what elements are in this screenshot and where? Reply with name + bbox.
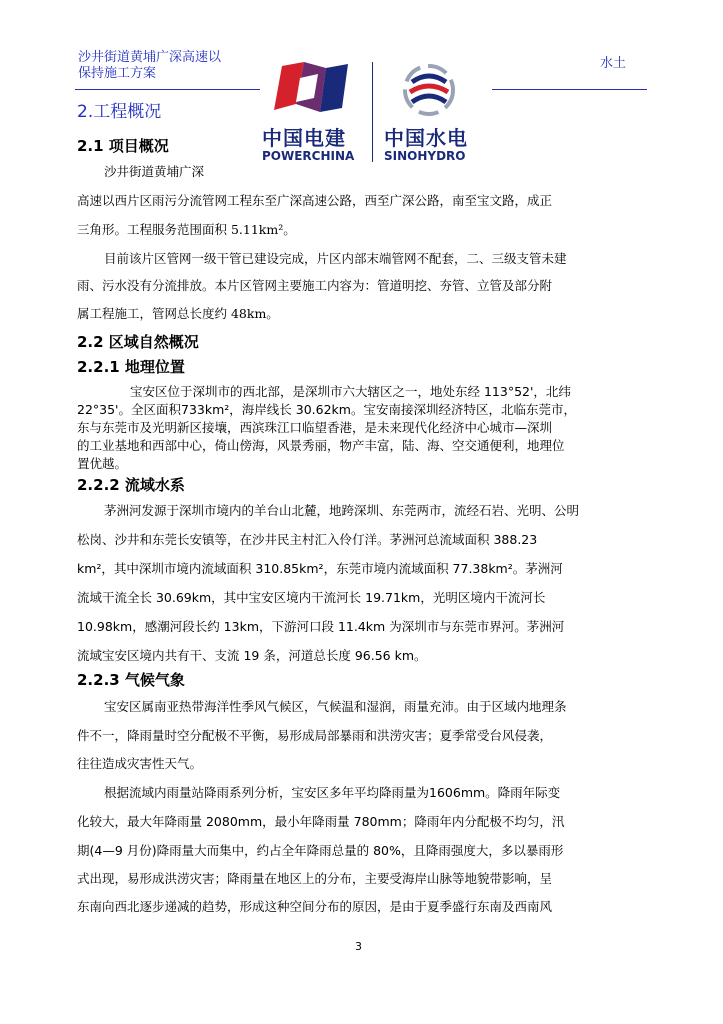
heading-2-2-1: 2.2.1 地理位置: [77, 358, 185, 376]
powerchina-logo-icon: [264, 60, 364, 122]
heading-2-1: 2.1 项目概况: [77, 137, 169, 155]
paragraph-line: 高速以西片区雨污分流管网工程东至广深高速公路，西至广深公路，南至宝文路，成正: [77, 193, 553, 208]
page-number: 3: [355, 940, 362, 953]
heading-2-2-3: 2.2.3 气候气象: [77, 671, 185, 689]
paragraph-line: 件不一，降雨量时空分配极不平衡，易形成局部暴雨和洪涝灾害；夏季常受台风侵袭，: [77, 728, 553, 743]
paragraph-line: 的工业基地和西部中心，倚山傍海，风景秀丽，物产丰富，陆、海、空交通便利，地理位: [77, 438, 565, 453]
paragraph-line: 10.98km，感潮河段长约 13km，下游河口段 11.4km 为深圳市与东莞市界河。茅洲河: [77, 619, 565, 634]
sinohydro-logo-icon: [396, 62, 462, 118]
logo-divider: [372, 62, 373, 162]
paragraph-line: 流域干流全长 30.69km，其中宝安区境内干流河长 19.71km，光明区境内干流河长: [77, 590, 546, 605]
header-title-line2: 保持施工方案: [78, 66, 157, 81]
header-title: [78, 50, 258, 82]
paragraph-line: 目前该片区管网一级干管已建设完成，片区内部末端管网不配套，二、三级支管未建: [104, 251, 567, 266]
paragraph-line: 根据流域内雨量站降雨系列分析，宝安区多年平均降雨量为1606mm。降雨年际变: [104, 785, 561, 800]
paragraph-line: 流域宝安区境内共有干、支流 19 条，河道总长度 96.56 km。: [77, 648, 427, 663]
paragraph-line: 东与东莞市及光明新区接壤，西滨珠江口临望香港，是未来现代化经济中心城市—深圳: [77, 420, 553, 435]
company-logo: [260, 56, 492, 168]
paragraph-line: km²，其中深圳市境内流域面积 310.85km²，东莞市境内流域面积 77.38km²。茅洲河: [77, 561, 563, 576]
logo-en-left: POWERCHINA: [262, 149, 355, 163]
paragraph-line: 宝安区属南亚热带海洋性季风气候区，气候温和湿润，雨量充沛。由于区域内地理条: [104, 699, 567, 714]
paragraph-line: 松岗、沙井和东莞长安镇等，在沙井民主村汇入伶仃洋。茅洲河总流域面积 388.23: [77, 532, 538, 547]
paragraph-line: 茅洲河发源于深圳市境内的羊台山北麓，地跨深圳、东莞两市，流经石岩、光明、公明: [104, 503, 580, 518]
paragraph-line: 化较大，最大年降雨量 2080mm，最小年降雨量 780mm；降雨年内分配极不均匀，汛: [77, 814, 565, 829]
paragraph-line: 属工程施工，管网总长度约 48km。: [77, 306, 279, 321]
paragraph-line: 东南向西北逐步递减的趋势，形成这种空间分布的原因，是由于夏季盛行东南及西南风: [77, 899, 553, 914]
paragraph-line: 式出现，易形成洪涝灾害；降雨量在地区上的分布，主要受海岸山脉等地貌带影响，呈: [77, 871, 553, 886]
header-right-label: 水土: [600, 56, 627, 71]
header-title-line1: 沙井街道黄埔广深高速以: [78, 50, 222, 65]
paragraph-line: 置优越。: [77, 456, 128, 471]
section-title: 2.工程概况: [77, 102, 162, 122]
logo-en-right: SINOHYDRO: [384, 149, 466, 163]
paragraph-line: 雨、污水没有分流排放。本片区管网主要施工内容为：管道明挖、夯管、立管及部分附: [77, 278, 553, 293]
paragraph-line: 22°35'。全区面积733km²，海岸线长 30.62km。宝安南接深圳经济特区，北临东莞市，: [77, 402, 576, 417]
paragraph-line: 期(4—9 月份)降雨量大而集中，约占全年降雨总量的 80%，且降雨强度大，多以暴雨形: [77, 843, 564, 858]
heading-2-2: 2.2 区域自然概况: [77, 333, 199, 351]
paragraph-line: 宝安区位于深圳市的西北部，是深圳市六大辖区之一，地处东经 113°52'，北纬: [130, 384, 571, 399]
paragraph-line: 往往造成灾害性天气。: [77, 756, 203, 771]
logo-cn-right: 中国水电: [384, 126, 468, 150]
logo-cn-left: 中国电建: [262, 126, 346, 150]
paragraph-line: 沙井街道黄埔广深: [104, 164, 205, 179]
paragraph-line: 三角形。工程服务范围面积 5.11km²。: [77, 222, 296, 237]
heading-2-2-2: 2.2.2 流域水系: [77, 476, 185, 494]
